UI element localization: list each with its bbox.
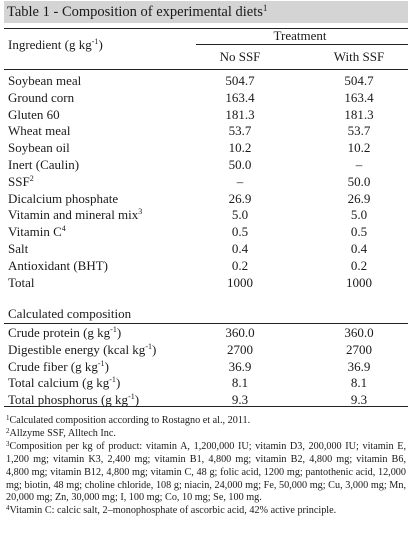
value-with-ssf: 50.0 bbox=[347, 173, 371, 189]
calc-unit-exponent: -1 bbox=[97, 358, 105, 368]
value-with-ssf: – bbox=[355, 157, 363, 172]
calc-name-close: ) bbox=[134, 392, 140, 408]
footnote-text: Vitamin C: calcic salt, 2–monophosphate of ascorbic acid, 42% active principle. bbox=[9, 505, 337, 517]
calc-unit-exponent: -1 bbox=[110, 325, 117, 334]
ingredient-name bbox=[8, 257, 108, 274]
calc-value-with-ssf: 9.3 bbox=[350, 392, 368, 408]
calc-name bbox=[8, 374, 120, 391]
calc-value-no-ssf: 9.3 bbox=[231, 392, 249, 408]
ingredient-name bbox=[8, 223, 66, 240]
value-with-ssf: 0.2 bbox=[350, 257, 368, 273]
value-with-ssf: 0.5 bbox=[350, 224, 368, 240]
value-with-ssf: 5.0 bbox=[350, 207, 368, 223]
ingredient-name bbox=[8, 173, 34, 190]
ingredient-note-ref: 2 bbox=[29, 173, 34, 183]
calc-name-text: Crude fiber (g kg bbox=[8, 358, 98, 374]
ingredient-name-text: Total bbox=[8, 274, 35, 290]
calc-name-close: ) bbox=[104, 358, 109, 374]
ingredient-name-text: SSF bbox=[8, 173, 30, 189]
ingredient-name bbox=[8, 156, 79, 173]
treatment-rule bbox=[196, 44, 408, 45]
ingredient-name-text: Dicalcium phosphate bbox=[8, 190, 119, 206]
calc-value-with-ssf: 36.9 bbox=[347, 358, 371, 374]
ingredient-name-text: Soybean oil bbox=[8, 140, 70, 156]
calc-name-text: Total phosphorus (g kg bbox=[8, 392, 129, 408]
ingredient-name-text: Salt bbox=[8, 241, 29, 256]
value-with-ssf: 53.7 bbox=[347, 123, 371, 139]
footnote-mark: 2 bbox=[6, 426, 10, 435]
value-no-ssf: 0.2 bbox=[231, 257, 249, 273]
header-treatment: Treatment bbox=[273, 28, 327, 43]
calc-value-no-ssf: 2700 bbox=[227, 341, 253, 357]
calc-value-no-ssf: 36.9 bbox=[228, 358, 252, 374]
calc-value-no-ssf: 360.0 bbox=[225, 325, 255, 340]
value-no-ssf: 1000 bbox=[227, 274, 253, 290]
ingredient-name-text: Inert (Caulin) bbox=[8, 157, 80, 172]
footnote bbox=[6, 428, 406, 441]
ingredient-name-text: Soybean meal bbox=[8, 73, 82, 88]
calculated-composition-heading: Calculated composition bbox=[8, 306, 132, 321]
ingredient-name-text: Ground corn bbox=[8, 89, 75, 105]
ingredient-name-text: Antioxidant (BHT) bbox=[8, 257, 109, 273]
footnote-text: Composition per kg of product: vitamin A, 1,200,000 IU; vitamin D3, 200,000 IU; vitamin E, 1,200 mg; vitamin K3, 2,400 mg; vitamin B1, 4,800 mg; vitamin B2, 4,800 mg; vitamin B6, 4,800 mg; vitamin B12, 4,800 mg; vitamin C, 48 g; folic acid, 1200 mg; pantothenic acid, 12,000 mg; biotin, 48 mg; choline chloride, 108 g; niacin, 24,000 mg; Fe, 50,000 mg; Cu, 3,000 mg; Mn, 20,000 mg; Zn, 30,000 mg; I, 100 mg; Co, 10 mg; Se, 100 mg. bbox=[6, 440, 406, 504]
value-with-ssf: 10.2 bbox=[347, 140, 371, 156]
value-no-ssf: 50.0 bbox=[228, 157, 252, 172]
ingredient-name bbox=[8, 122, 70, 139]
ingredient-name-text: Gluten 60 bbox=[8, 106, 60, 122]
footnote-mark: 1 bbox=[6, 414, 10, 422]
header-no-ssf: No SSF bbox=[219, 49, 261, 64]
footnote-mark: 3 bbox=[6, 439, 10, 448]
calc-name-close: ) bbox=[116, 325, 122, 340]
calc-value-with-ssf: 2700 bbox=[346, 341, 372, 357]
value-no-ssf: 504.7 bbox=[225, 73, 255, 88]
header-ingredient-close: ) bbox=[98, 37, 103, 52]
value-no-ssf: 10.2 bbox=[228, 140, 252, 156]
value-no-ssf: 181.3 bbox=[225, 106, 255, 122]
footnote-text: Allzyme SSF, Alltech Inc. bbox=[9, 427, 116, 439]
header-ingredient-text: Ingredient (g kg bbox=[8, 37, 92, 52]
ingredient-name bbox=[8, 240, 28, 257]
value-with-ssf: 163.4 bbox=[344, 89, 374, 105]
value-no-ssf: 0.4 bbox=[231, 241, 249, 256]
calc-name-text: Total calcium (g kg bbox=[8, 375, 110, 391]
value-with-ssf: 1000 bbox=[346, 274, 372, 290]
footnote bbox=[6, 441, 406, 506]
ingredient-name bbox=[8, 274, 35, 291]
calc-value-with-ssf: 8.1 bbox=[350, 375, 368, 391]
header-with-ssf: With SSF bbox=[333, 49, 385, 64]
calc-name-close: ) bbox=[151, 341, 157, 357]
header-ingredient-exp: -1 bbox=[91, 37, 99, 46]
ingredient-note-ref: 3 bbox=[138, 207, 143, 217]
ingredient-name-text: Wheat meal bbox=[8, 123, 71, 139]
value-no-ssf: 0.5 bbox=[231, 224, 249, 240]
footnote-mark: 4 bbox=[6, 504, 10, 513]
calc-name bbox=[8, 324, 121, 341]
value-with-ssf: 181.3 bbox=[344, 106, 374, 122]
calc-unit-exponent: -1 bbox=[128, 392, 135, 402]
table-title-ref: 1 bbox=[262, 3, 268, 13]
footnotes bbox=[6, 415, 406, 518]
ingredient-name bbox=[8, 72, 81, 89]
calc-name-text: Digestible energy (kcal kg bbox=[8, 341, 146, 357]
ingredient-note-ref: 4 bbox=[61, 224, 66, 234]
ingredient-name-text: Vitamin C bbox=[8, 224, 62, 240]
value-no-ssf: – bbox=[236, 173, 244, 189]
table-bottom-rule bbox=[4, 406, 408, 407]
calc-name-close: ) bbox=[115, 375, 121, 391]
ingredient-name bbox=[8, 89, 74, 106]
value-with-ssf: 504.7 bbox=[344, 73, 374, 88]
footnote bbox=[6, 505, 406, 518]
table-title bbox=[4, 1, 408, 23]
value-no-ssf: 53.7 bbox=[228, 123, 252, 139]
value-no-ssf: 26.9 bbox=[228, 190, 252, 206]
header-ingredient bbox=[8, 36, 103, 53]
ingredient-name bbox=[8, 106, 60, 123]
value-with-ssf: 26.9 bbox=[347, 190, 371, 206]
ingredient-name-text: Vitamin and mineral mix bbox=[8, 207, 139, 223]
calc-unit-exponent: -1 bbox=[145, 341, 152, 351]
value-no-ssf: 163.4 bbox=[225, 89, 255, 105]
footnote bbox=[6, 415, 406, 428]
calc-name-text: Crude protein (g kg bbox=[8, 325, 111, 340]
calc-value-no-ssf: 8.1 bbox=[231, 375, 249, 391]
calc-value-with-ssf: 360.0 bbox=[344, 325, 374, 340]
calc-name bbox=[8, 358, 109, 375]
value-no-ssf: 5.0 bbox=[231, 207, 249, 223]
ingredient-name bbox=[8, 190, 118, 207]
ingredient-name bbox=[8, 206, 142, 223]
calc-unit-exponent: -1 bbox=[109, 375, 116, 385]
calc-name bbox=[8, 341, 156, 358]
value-with-ssf: 0.4 bbox=[350, 241, 368, 256]
footnote-text: Calculated composition according to Rostagno et al., 2011. bbox=[9, 415, 251, 426]
table-title-text: Table 1 - Composition of experimental diets bbox=[7, 4, 263, 20]
header-bottom-rule bbox=[4, 69, 408, 70]
ingredient-name bbox=[8, 139, 70, 156]
